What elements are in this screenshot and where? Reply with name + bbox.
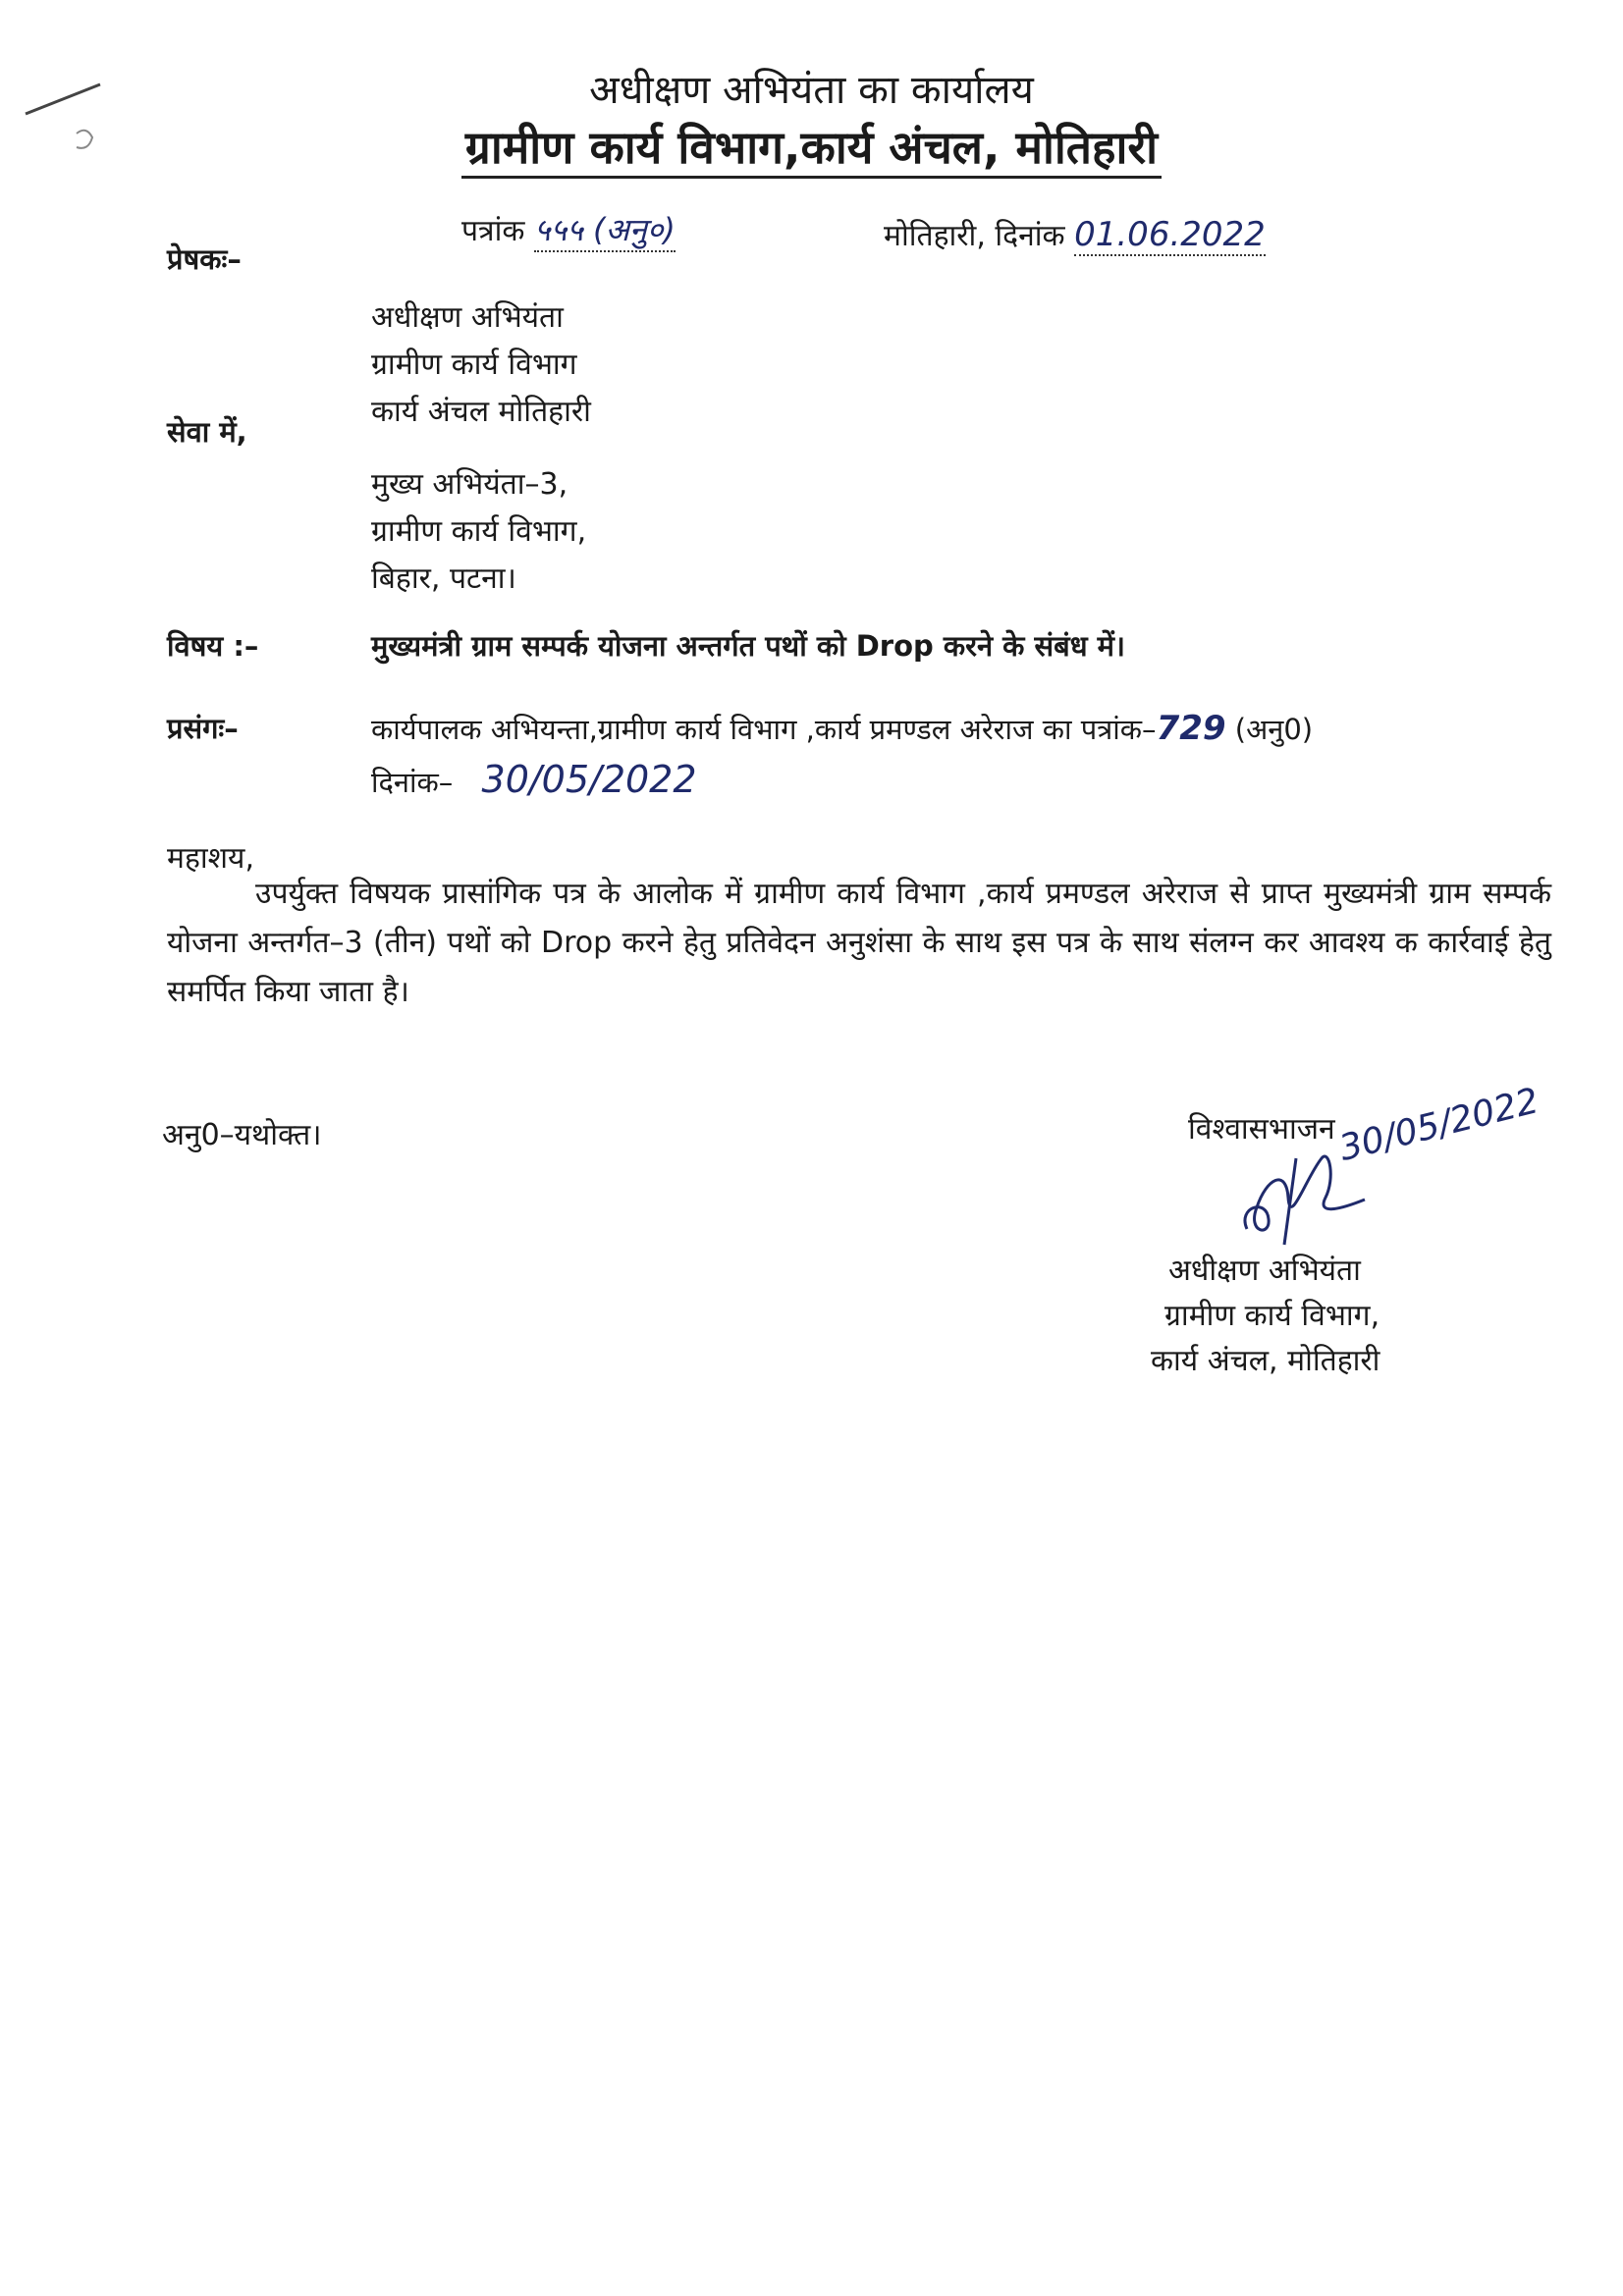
signatory-line: अधीक्षण अभियंता bbox=[1168, 1254, 1361, 1288]
context-date-value: 30/05/2022 bbox=[481, 758, 697, 801]
sender-line: कार्य अंचल मोतिहारी bbox=[371, 395, 591, 429]
context-label: प्रसंगः– bbox=[167, 712, 239, 745]
ref-number-value: ५५५ (अनु०) bbox=[534, 208, 676, 252]
body-paragraph: उपर्युक्त विषयक प्रासांगिक पत्र के आलोक में ग्रामीण कार्य विभाग ,कार्य प्रमण्डल अरेराज से प्राप्त मुख्यमंत्री ग्राम सम्पर्क योजना अन्तर्गत–3 (तीन) पथों को Drop करने हेतु प्रतिवेदन अनुशंसा के साथ इस पत्र के साथ संलग्न कर आवश्य क कार्रवाई हेतु समर्पित किया जाता है। bbox=[167, 877, 1551, 1009]
context-date-line bbox=[371, 758, 697, 801]
context-letter-number: 729 bbox=[1156, 709, 1226, 748]
ref-date-value: 01.06.2022 bbox=[1074, 215, 1266, 254]
signature-date: 30/05/2022 bbox=[1335, 1081, 1543, 1169]
office-title: अधीक्षण अभियंता का कार्यालय bbox=[589, 68, 1034, 113]
closing-text: विश्वासभाजन bbox=[1188, 1112, 1335, 1147]
ref-date-label: मोतिहारी, दिनांक bbox=[884, 219, 1065, 253]
context-date-label: दिनांक– bbox=[371, 766, 454, 799]
department-title-text: ग्रामीण कार्य विभाग,कार्य अंचल, मोतिहारी bbox=[461, 121, 1162, 179]
ref-number bbox=[461, 208, 676, 252]
signatory-line: कार्य अंचल, मोतिहारी bbox=[1151, 1344, 1380, 1378]
sender-block bbox=[371, 294, 591, 436]
department-title bbox=[0, 116, 1623, 177]
sender-line: ग्रामीण कार्य विभाग bbox=[371, 347, 577, 382]
enclosure-note: अनु0–यथोक्त। bbox=[162, 1118, 322, 1152]
context-letter-suffix: (अनु0) bbox=[1234, 713, 1314, 746]
subject-label: विषय :– bbox=[167, 629, 259, 663]
subject-text: मुख्यमंत्री ग्राम सम्पर्क योजना अन्तर्गत पथों को Drop करने के संबंध में। bbox=[371, 629, 1125, 663]
context-line bbox=[371, 709, 1313, 748]
recipient-line: ग्रामीण कार्य विभाग, bbox=[371, 514, 587, 549]
signatory-block bbox=[1151, 1249, 1380, 1384]
sender-label: प्रेषकः– bbox=[167, 242, 242, 276]
recipient-block bbox=[371, 461, 586, 603]
ref-label: पत्रांक bbox=[461, 214, 525, 248]
recipient-label: सेवा में, bbox=[167, 415, 247, 449]
sender-line: अधीक्षण अभियंता bbox=[371, 300, 564, 335]
salutation: महाशय, bbox=[167, 841, 254, 876]
recipient-line: मुख्य अभियंता–3, bbox=[371, 467, 568, 502]
recipient-line: बिहार, पटना। bbox=[371, 561, 516, 596]
signatory-line: ग्रामीण कार्य विभाग, bbox=[1164, 1299, 1380, 1333]
context-text: कार्यपालक अभियन्ता,ग्रामीण कार्य विभाग ,कार्य प्रमण्डल अरेराज का पत्रांक– bbox=[371, 713, 1157, 746]
ref-date bbox=[884, 214, 1266, 256]
